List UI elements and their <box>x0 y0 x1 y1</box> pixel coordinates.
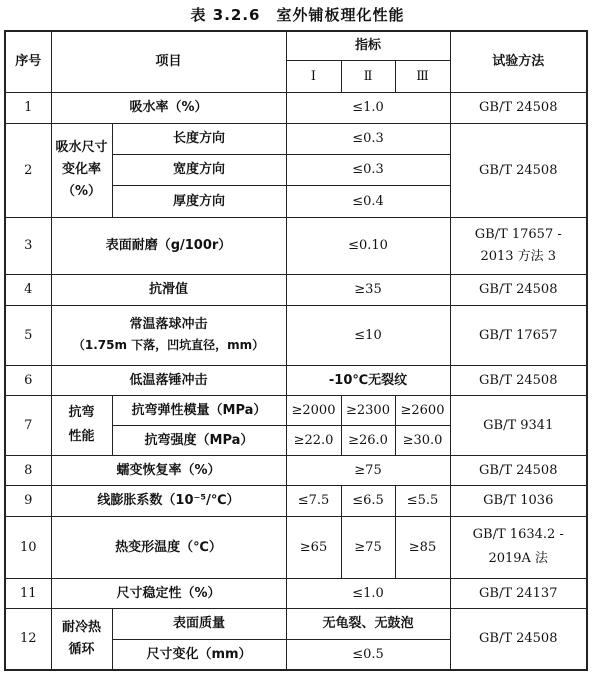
row7-group: 抗弯性能 <box>51 395 112 455</box>
row10-method-line1: GB/T 1634.2 - <box>472 527 564 542</box>
row7-sub2: 抗弯强度（MPa） <box>112 425 286 455</box>
row4-no: 4 <box>5 274 51 305</box>
row5-method: GB/T 17657 <box>450 305 587 365</box>
row1-method: GB/T 24508 <box>450 92 587 123</box>
row3-method <box>450 217 587 274</box>
row9-vb: ≤6.5 <box>341 485 395 516</box>
row7-v2b: ≥26.0 <box>341 425 395 455</box>
row9-item: 线膨胀系数（10⁻⁵/℃） <box>51 485 286 516</box>
row5-item <box>51 305 286 365</box>
row10-va: ≥65 <box>286 516 341 578</box>
row11-no: 11 <box>5 578 51 608</box>
row11-method: GB/T 24137 <box>450 578 587 608</box>
row6-method: GB/T 24508 <box>450 365 587 395</box>
row5-value: ≤10 <box>286 305 450 365</box>
row12-no: 12 <box>5 608 51 670</box>
row3-value: ≤0.10 <box>286 217 450 274</box>
row9-va: ≤7.5 <box>286 485 341 516</box>
row3-item: 表面耐磨（g/100r） <box>51 217 286 274</box>
header-grade-2: Ⅱ <box>341 60 395 92</box>
row3-no: 3 <box>5 217 51 274</box>
row9-vc: ≤5.5 <box>395 485 450 516</box>
row11-value: ≤1.0 <box>286 578 450 608</box>
header-index: 指标 <box>286 31 450 60</box>
row2-sub2: 宽度方向 <box>112 154 286 185</box>
row11-item: 尺寸稳定性（%） <box>51 578 286 608</box>
row10-method <box>450 516 587 578</box>
row9-method: GB/T 1036 <box>450 485 587 516</box>
row12-method: GB/T 24508 <box>450 608 587 670</box>
row7-no: 7 <box>5 395 51 455</box>
row6-item: 低温落锤冲击 <box>51 365 286 395</box>
row7-sub1: 抗弯弹性模量（MPa） <box>112 395 286 425</box>
row10-no: 10 <box>5 516 51 578</box>
row6-value: -10℃无裂纹 <box>286 365 450 395</box>
row12-group: 耐冷热循环 <box>51 608 112 670</box>
row2-no: 2 <box>5 123 51 217</box>
header-method: 试验方法 <box>450 31 587 92</box>
row12-sub1: 表面质量 <box>112 608 286 639</box>
row2-val1: ≤0.3 <box>286 123 450 154</box>
row6-no: 6 <box>5 365 51 395</box>
row4-item: 抗滑值 <box>51 274 286 305</box>
row10-vc: ≥85 <box>395 516 450 578</box>
row8-no: 8 <box>5 455 51 485</box>
header-item: 项目 <box>51 31 286 92</box>
row2-sub3: 厚度方向 <box>112 185 286 217</box>
row8-item: 蠕变恢复率（%） <box>51 455 286 485</box>
table-container <box>4 30 588 671</box>
row8-method: GB/T 24508 <box>450 455 587 485</box>
row3-method-line2: 2013 方法 3 <box>480 248 557 264</box>
row7-v2c: ≥30.0 <box>395 425 450 455</box>
header-grade-3: Ⅲ <box>395 60 450 92</box>
row2-sub1: 长度方向 <box>112 123 286 154</box>
row5-no: 5 <box>5 305 51 365</box>
row12-val2: ≤0.5 <box>286 639 450 670</box>
row9-no: 9 <box>5 485 51 516</box>
row1-no: 1 <box>5 92 51 123</box>
row10-method-line2: 2019A 法 <box>488 551 549 566</box>
row7-v1c: ≥2600 <box>395 395 450 425</box>
header-no: 序号 <box>5 31 51 92</box>
table-title: 表 3.2.6 室外铺板理化性能 <box>190 6 405 24</box>
properties-table <box>4 30 588 671</box>
row2-group: 吸水尺寸变化率（%） <box>51 123 112 217</box>
row4-method: GB/T 24508 <box>450 274 587 305</box>
row4-value: ≥35 <box>286 274 450 305</box>
row5-item-line1: 常温落球冲击 <box>129 317 208 332</box>
row12-val1: 无龟裂、无鼓泡 <box>286 608 450 639</box>
row7-v1a: ≥2000 <box>286 395 341 425</box>
row7-method: GB/T 9341 <box>450 395 587 455</box>
row2-val3: ≤0.4 <box>286 185 450 217</box>
row7-v1b: ≥2300 <box>341 395 395 425</box>
row2-val2: ≤0.3 <box>286 154 450 185</box>
row10-item: 热变形温度（℃） <box>51 516 286 578</box>
row8-value: ≥75 <box>286 455 450 485</box>
row7-v2a: ≥22.0 <box>286 425 341 455</box>
row5-item-line2: （1.75m 下落，凹坑直径，mm） <box>72 338 265 352</box>
header-grade-1: Ⅰ <box>286 60 341 92</box>
row1-item: 吸水率（%） <box>51 92 286 123</box>
row1-value: ≤1.0 <box>286 92 450 123</box>
row2-method: GB/T 24508 <box>450 123 587 217</box>
row10-vb: ≥75 <box>341 516 395 578</box>
row3-method-line1: GB/T 17657 - <box>474 226 562 242</box>
row12-sub2: 尺寸变化（mm） <box>112 639 286 670</box>
